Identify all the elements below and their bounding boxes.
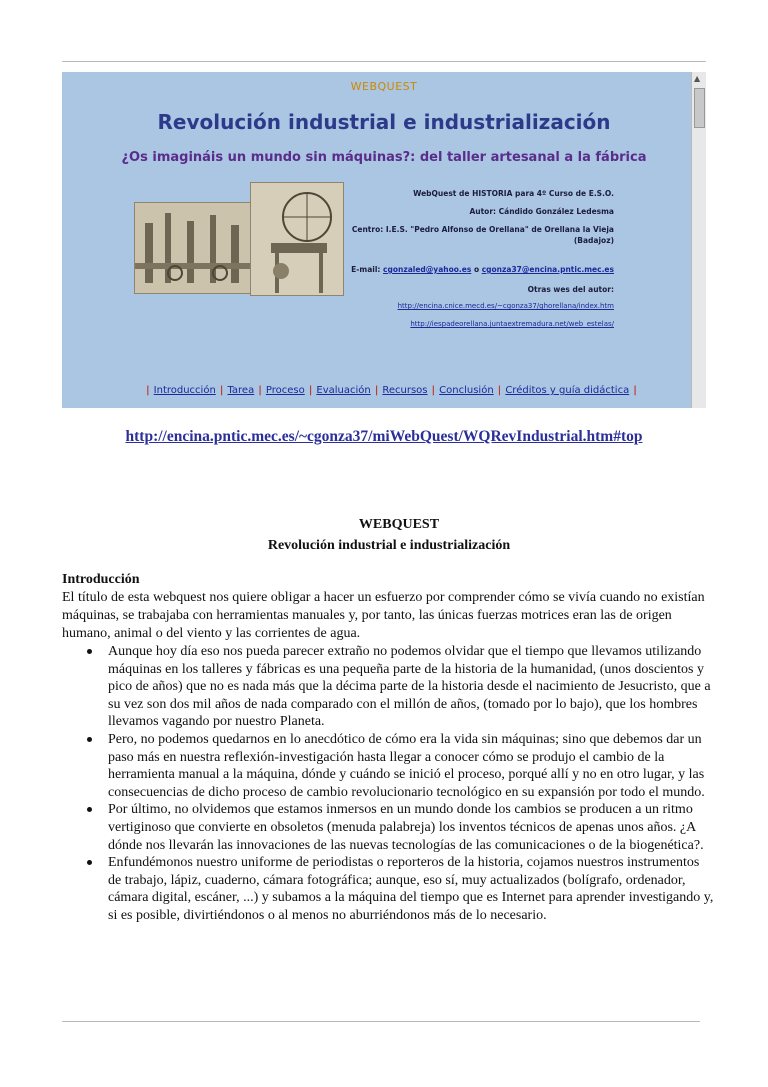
bullet-text: Aunque hoy día eso nos pueda parecer extraño no podemos olvidar que el tiempo que llevamos utilizando máquinas en los talleres y fábricas es una pequeña parte de la historia de la humanidad, (unos doscientos y pico de años) que no es nada más que la décima parte de la historia desde el nacimiento de Jesucristo, que a su vez son dos mil años de nada comparado con el millón de años, (tomado por lo bajo), que los hombres llevamos vagando por nuestro Planeta. [108,644,711,730]
email-join: o [473,265,480,274]
banner-other-webs: Otras wes del autor: [527,285,614,294]
page-url-link[interactable]: http://encina.pntic.mec.es/~cgonza37/miWebQuest/WQRevIndustrial.htm#top [125,428,643,445]
section-heading-introduccion: Introducción [62,572,140,587]
webquest-banner-image [62,72,706,408]
nav-introduccion[interactable]: Introducción [153,385,216,396]
banner-nav: | Introducción | Tarea | Proceso | Evaluación | Recursos | Conclusión | Créditos y guía didáctica | [146,385,637,396]
banner-title: Revolución industrial e industrialización [157,110,611,134]
intro-paragraph: El título de esta webquest nos quiere obligar a hacer un esfuerzo por comprender cómo se vivía cuando no existían máquinas, se trabajaba con herramientas manuales y, por tanto, las únicas fuerzas motrices eran las de origen humano, animal o del viento y las corrientes de agua. [62,590,705,641]
workshop-illustration [134,202,260,294]
bullet-icon [87,737,92,742]
nav-recursos[interactable]: Recursos [382,385,428,396]
scroll-up-icon[interactable]: ▲ [694,74,701,83]
nav-creditos[interactable]: Créditos y guía didáctica [505,385,630,396]
list-item [62,801,714,854]
bottom-divider [62,1021,700,1022]
nav-proceso[interactable]: Proceso [265,385,305,396]
banner-subtitle: ¿Os imagináis un mundo sin máquinas?: del taller artesanal a la fábrica [121,150,647,165]
banner-label: WEBQUEST [350,80,418,93]
nav-evaluacion[interactable]: Evaluación [316,385,371,396]
bullet-text: Por último, no olvidemos que estamos inmersos en un mundo donde los cambios se producen a un ritmo vertiginoso que convierte en obsoletos (menuda palabreja) los inventos técnicos de apenas unos años. ¿A dónde nos llevarán las innovaciones de las nuevas tecnologías de las comunicaciones o de la biogenética?. [108,802,704,853]
list-item [62,731,714,801]
scrollbar-thumb[interactable] [694,88,705,128]
doc-heading-title: Revolución industrial e industrialización [267,538,511,553]
nav-tarea[interactable]: Tarea [227,385,255,396]
intro-bullet-list [62,643,714,925]
author-web-link-2[interactable]: http://iespadeorellana.juntaextremadura.net/web_estelas/ [410,320,614,328]
email-link-2[interactable]: cgonza37@encina.pntic.mec.es [481,265,614,274]
doc-heading-webquest: WEBQUEST [358,517,440,532]
list-item [62,854,714,924]
banner-scrollbar[interactable] [691,72,706,408]
author-web-link-1[interactable]: http://encina.cnice.mecd.es/~cgonza37/ghorellana/index.htm [397,302,614,310]
list-item [62,643,714,731]
banner-center: Centro: I.E.S. "Pedro Alfonso de Orellana" de Orellana la Vieja (Badajoz) [351,225,614,245]
banner-email [314,264,614,275]
bullet-icon [87,807,92,812]
banner-author: Autor: Cándido González Ledesma [469,207,614,216]
email-label: E-mail: [351,265,381,274]
banner-course: WebQuest de HISTORIA para 4º Curso de E.S.O. [413,189,614,198]
bullet-icon [87,649,92,654]
top-divider [62,61,706,62]
bullet-text: Pero, no podemos quedarnos en lo anecdótico de cómo era la vida sin máquinas; sino que debemos dar un paso más en nuestra reflexión-investigación hasta llegar a conocer cómo se produjo el cambio de la herramienta manual a la máquina, dónde y cuándo se inició el proceso, porqué allí y no en otro lugar, y las consecuencias de dicho proceso de cambio revolucionario tecnológico en su expansión por todo el mundo. [108,731,705,800]
bullet-icon [87,860,92,865]
email-link-1[interactable]: cgonzaled@yahoo.es [383,265,472,274]
bullet-text: Enfundémonos nuestro uniforme de periodistas o reporteros de la historia, cojamos nuestros instrumentos de trabajo, lápiz, cuaderno, cámara fotográfica; aunque, eso sí, muy actualizados (bolígrafo, ordenador, cámara digital, escáner, ...) y subamos a la máquina del tiempo que es Internet para aprender investigando y, si es posible, divirtiéndonos o al menos no aburriéndonos más de lo necesario. [108,855,714,923]
nav-conclusion[interactable]: Conclusión [439,385,494,396]
